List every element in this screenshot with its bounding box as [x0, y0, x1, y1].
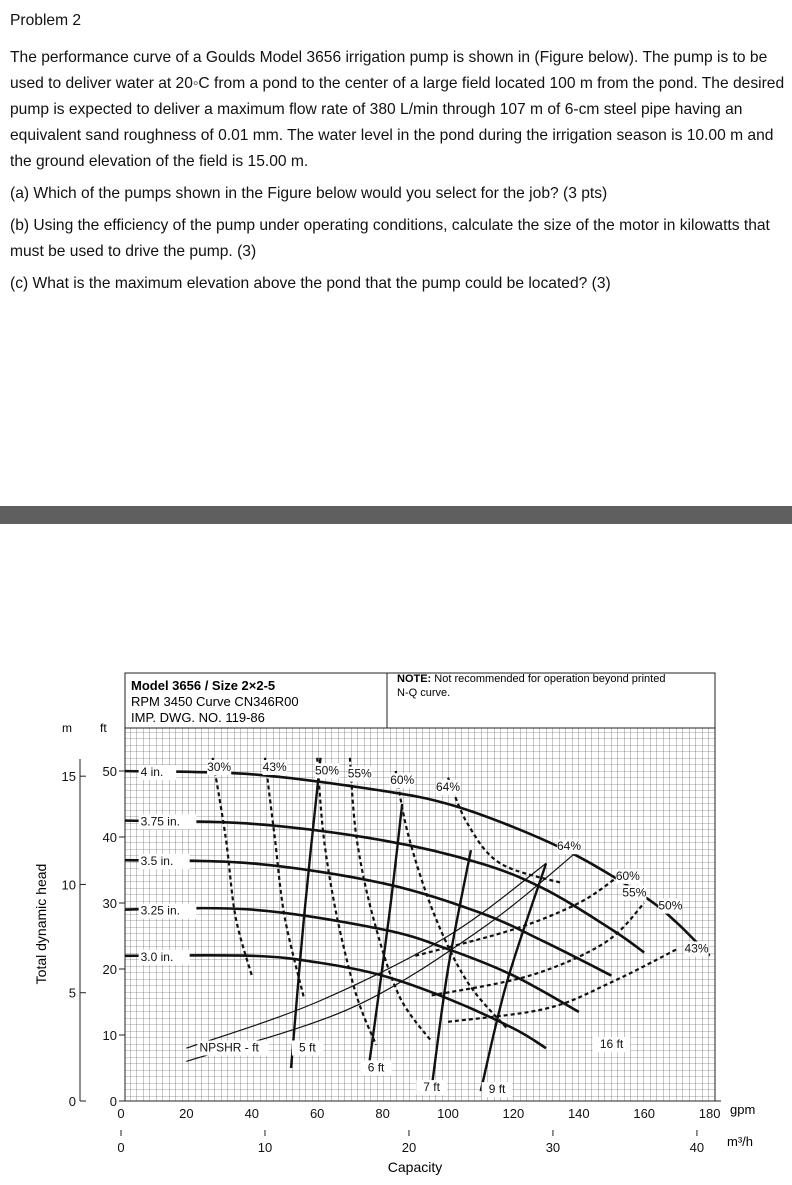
y-tick-m-0: 0 [68, 1094, 76, 1109]
npshr-label-2: 7 ft [423, 1080, 440, 1095]
question-b: (b) Using the efficiency of the pump under operating conditions, calculate the size of the motor in kilowatts that must be used to drive the pump. (3) [10, 217, 770, 260]
note-line2: N-Q curve. [397, 687, 451, 699]
npshr-label-3: 9 ft [488, 1082, 506, 1097]
header-line1: Model 3656 / Size 2×2-5 [131, 678, 276, 693]
unit-ft-label: ft [100, 721, 107, 735]
y-tick-ft-40: 40 [102, 830, 117, 845]
head-curve-label-3: 3.25 in. [140, 903, 180, 918]
efficiency-label-1: 43% [262, 760, 287, 774]
problem-statement [10, 8, 790, 303]
x-tick-gpm-20: 20 [179, 1106, 194, 1121]
x-tick-gpm-160: 160 [633, 1106, 656, 1121]
y-tick-ft-50: 50 [102, 764, 117, 779]
header-line2: RPM 3450 Curve CN346R00 [131, 694, 299, 709]
x-tick-gpm-80: 80 [375, 1106, 390, 1121]
x-tick-m3h-20: 20 [401, 1140, 417, 1155]
x-tick-m3h-0: 0 [117, 1140, 125, 1155]
note-text: Not recommended for operation beyond printed [431, 673, 666, 685]
y-tick-ft-20: 20 [102, 962, 117, 977]
pump-performance-figure [0, 524, 792, 1180]
problem-intro: The performance curve of a Goulds Model 3656 irrigation pump is shown in (Figure below). The pump is to be used to deliver water at 20◦C from a pond to the center of a large field located 100 m from the pond. The desired pump is expected to deliver a maximum flow rate of 380 L/min through 107 m of 6-cm steel pipe having an equivalent sand roughness of 0.01 mm. The water level in the pond during the irrigation season is 10.00 m and the ground elevation of the field is 15.00 m. [10, 49, 785, 170]
note-bold: NOTE: [397, 673, 432, 685]
unit-m-label: m [62, 721, 72, 735]
header-line3: IMP. DWG. NO. 119-86 [131, 710, 265, 725]
x-tick-gpm-0: 0 [117, 1106, 125, 1121]
y-tick-ft-30: 30 [102, 896, 117, 911]
npshr-label-1: 6 ft [367, 1060, 385, 1075]
unit-m3h-label: m³/h [727, 1134, 753, 1149]
npshr-label-4: 16 ft [599, 1037, 624, 1052]
y-tick-ft-0: 0 [109, 1094, 117, 1109]
x-tick-m3h-30: 30 [545, 1140, 561, 1155]
head-curve-label-4: 3.0 in. [140, 949, 174, 964]
note-line1 [397, 673, 665, 685]
x-tick-gpm-40: 40 [244, 1106, 260, 1121]
npshr-label-0: 5 ft [299, 1040, 316, 1055]
problem-title: Problem 2 [10, 12, 82, 29]
efficiency-label-8: 55% [622, 885, 647, 900]
unit-gpm-label: gpm [730, 1102, 756, 1117]
x-axis-title: Capacity [387, 1159, 443, 1175]
x-tick-gpm-180: 180 [698, 1106, 721, 1121]
efficiency-label-3: 55% [347, 766, 372, 781]
pump-curve-chart [0, 524, 792, 1180]
section-divider [0, 506, 792, 524]
x-tick-gpm-120: 120 [502, 1106, 525, 1121]
y-tick-ft-10: 10 [102, 1028, 117, 1043]
efficiency-label-10: 43% [684, 941, 709, 956]
question-a: (a) Which of the pumps shown in the Figure below would you select for the job? (3 pts) [10, 185, 608, 202]
efficiency-label-7: 60% [615, 868, 640, 883]
y-tick-m-5: 5 [68, 985, 76, 1001]
efficiency-label-0: 30% [207, 760, 232, 774]
efficiency-label-6: 64% [556, 839, 582, 854]
x-tick-gpm-100: 100 [437, 1106, 459, 1121]
x-tick-gpm-140: 140 [567, 1106, 590, 1121]
y-tick-m-15: 15 [61, 769, 76, 785]
question-c: (c) What is the maximum elevation above the pond that the pump could be located? (3) [10, 275, 611, 292]
head-curve-label-0: 4 in. [140, 765, 164, 779]
efficiency-label-9: 50% [658, 898, 683, 913]
efficiency-label-4: 60% [390, 773, 415, 788]
efficiency-label-2: 50% [314, 763, 340, 778]
head-curve-label-2: 3.5 in. [140, 854, 174, 869]
x-tick-m3h-10: 10 [257, 1140, 273, 1155]
head-curve-label-1: 3.75 in. [140, 814, 180, 829]
x-tick-gpm-60: 60 [309, 1106, 325, 1121]
y-tick-m-10: 10 [61, 877, 76, 893]
x-tick-m3h-40: 40 [689, 1140, 705, 1155]
y-axis-title: Total dynamic head [33, 863, 49, 985]
npshr-title-label: NPSHR - ft [199, 1040, 259, 1055]
efficiency-label-5: 64% [435, 779, 461, 794]
